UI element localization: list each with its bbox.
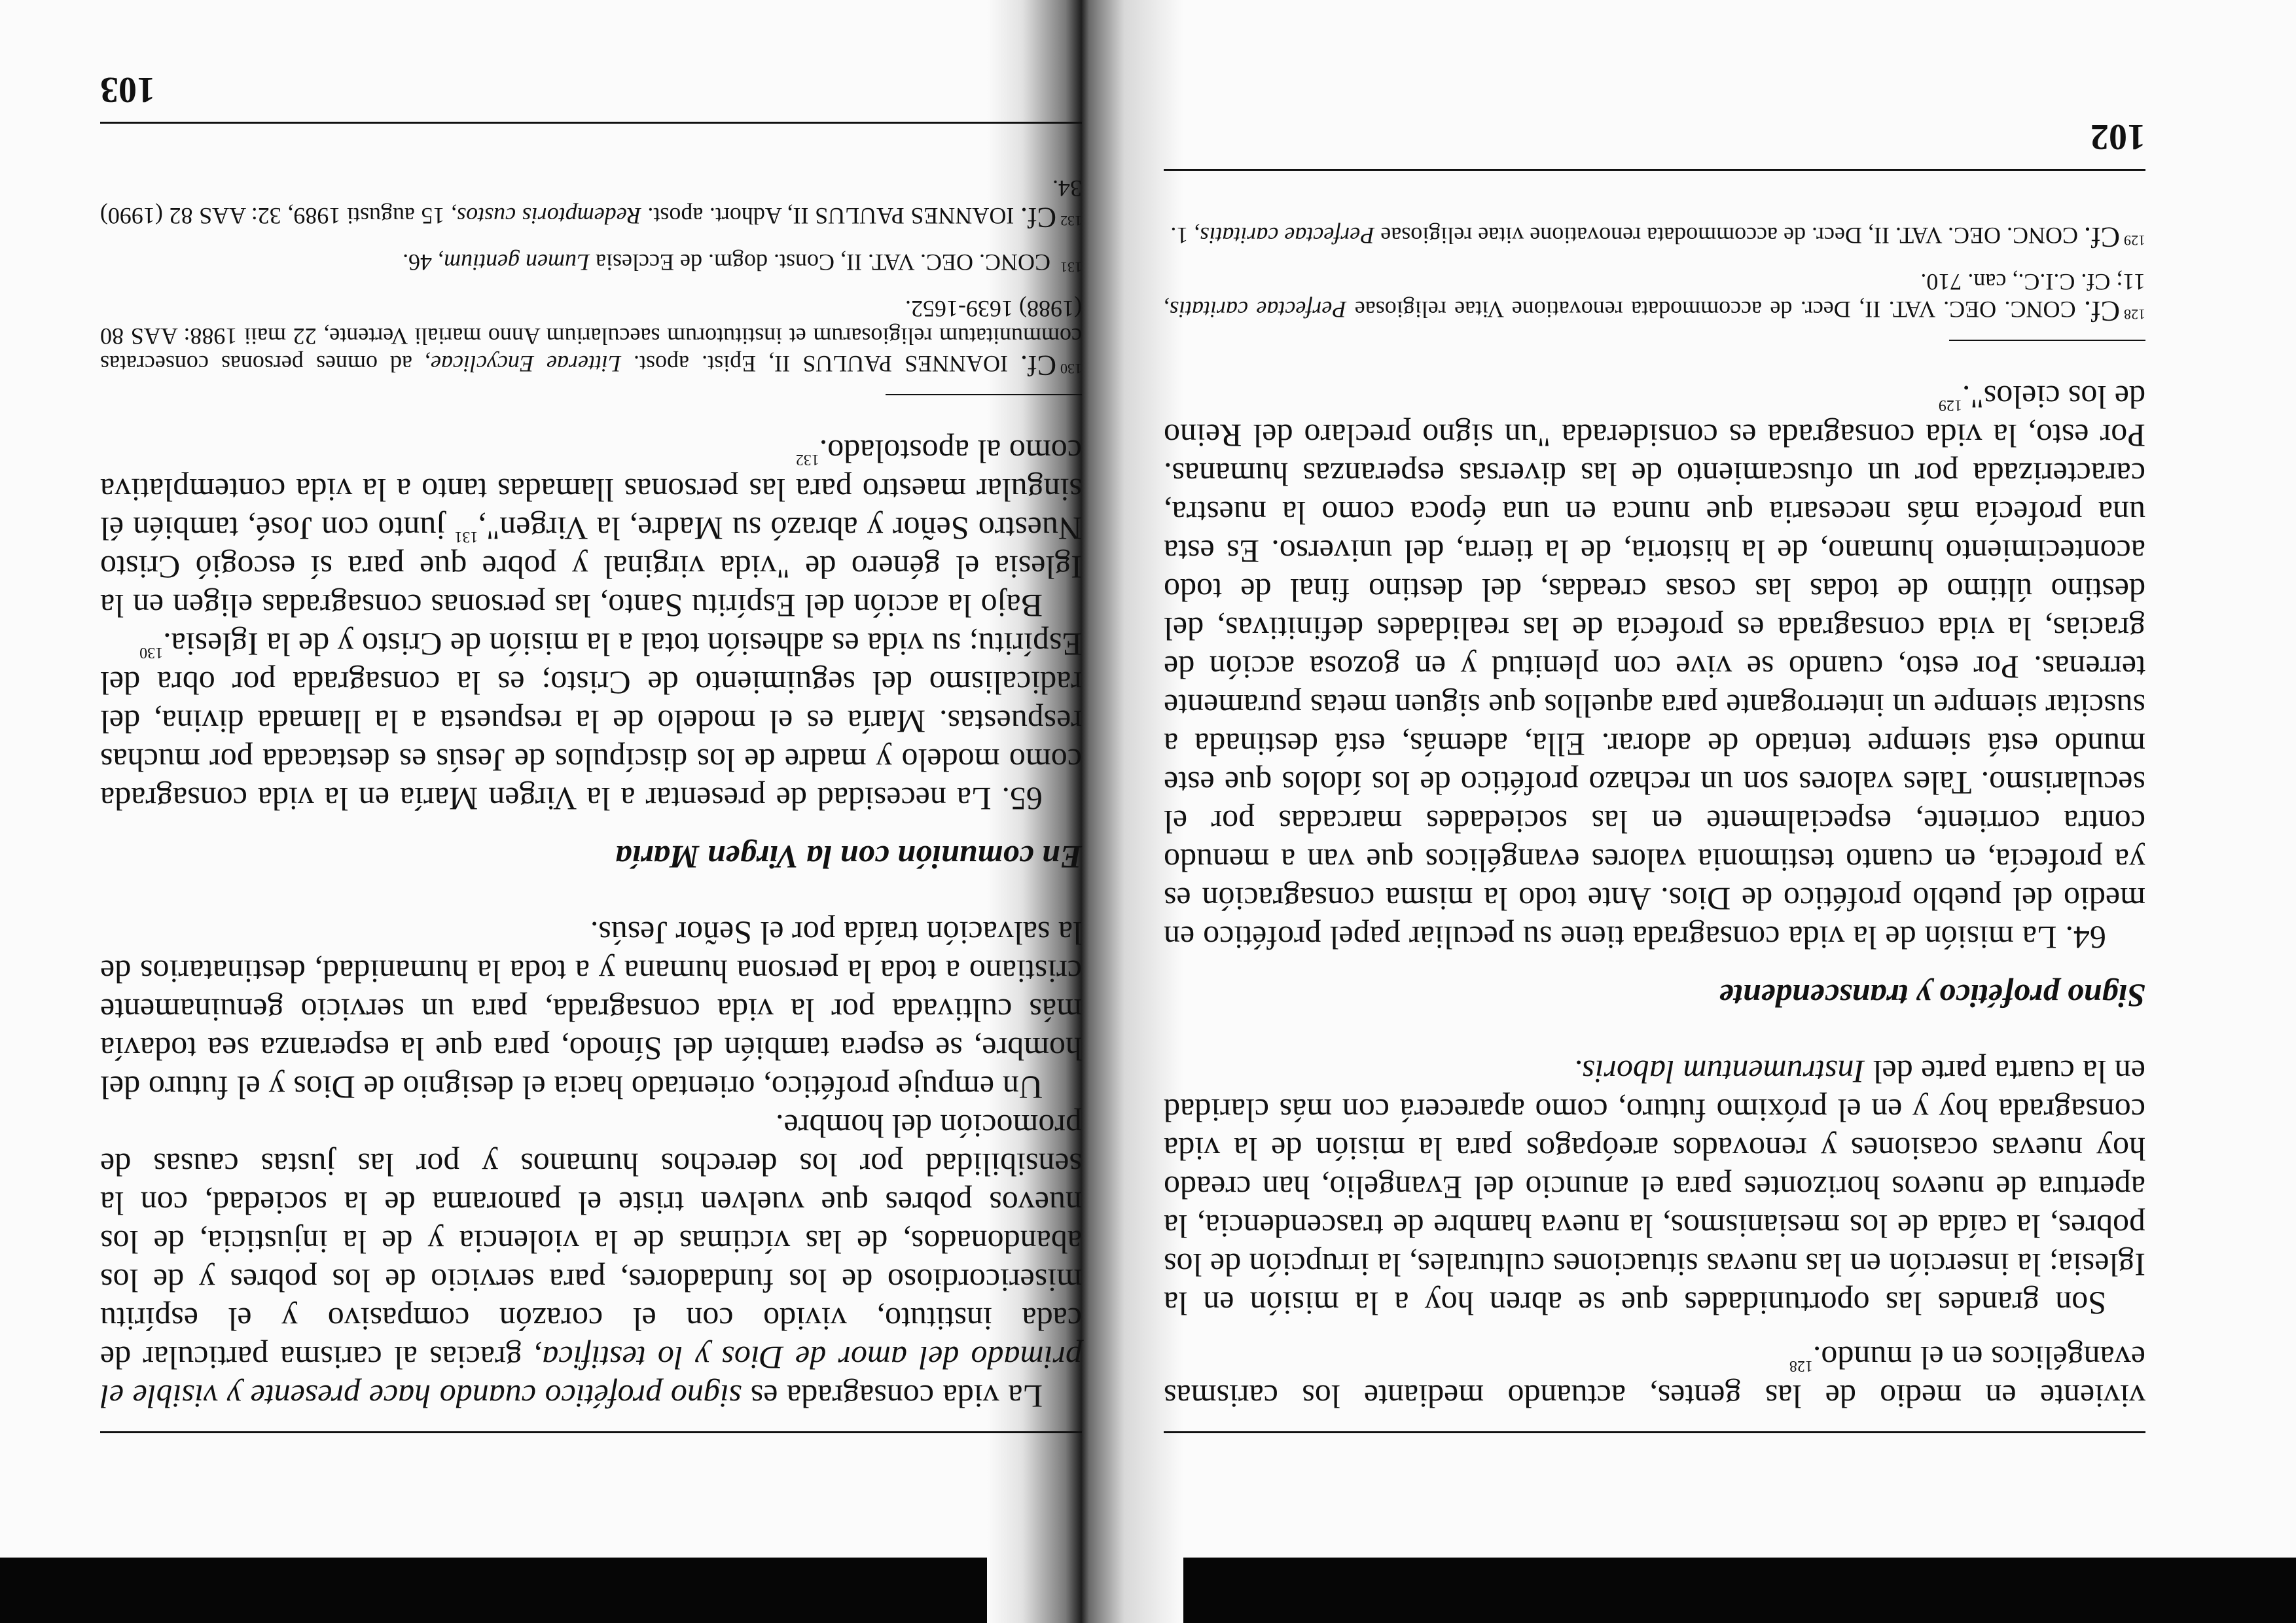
page-102 (1164, 114, 2145, 1433)
page-number: 103 (100, 69, 155, 110)
footer-rule (1164, 169, 2145, 171)
paragraph-64-text: 64. La misión de la vida consagrada tiene su peculiar papel profético en medio del pueblo profético de Dios. Ante todo la misma consagración es ya profecía, en cuanto testimonia valores evangélicos que van a menudo contra corriente, especialmente en las sociedades marcadas por el secularismo. Tales valores son un rechazo profético de los ídolos que este mundo está siempre tentado de adorar. Ella, además, está destinada a suscitar siempre un interrogante para aquellos que siguen metas puramente terrenas. Por esto, cuando se vive con plenitud y en gozosa acción de gracias, la vida consagrada es profecía de las realidades definitivas, del destino último de todas las cosas creadas, del destino final de todo acontecimiento humano, de la historia, de la tierra, del universo. Es esta una profecía más necesaria que nunca en una época como la nuestra, caracterizada por un ofuscamiento de las diversas esperanzas humanas. Por esto, la vida consagrada es considerada "un signo preclaro del Reino de los cielos". (1164, 379, 2145, 956)
footnote-129 (1164, 222, 2145, 254)
footnote-italic: Perfectae caritatis, (1164, 296, 1347, 323)
footnote-italic: Redemptoris custos, (451, 203, 641, 229)
prophetic-sign-paragraph (100, 1107, 1082, 1416)
footnote-number: 130 (1060, 361, 1082, 377)
synod-paragraph (100, 914, 1082, 1107)
footnote-ref-131: 131 (454, 528, 478, 545)
continuation-paragraph (1164, 1338, 2145, 1416)
intro-text-b: gracias al carisma particular de cada instituto, vivido con el corazón compasivo y el espíritu misericordioso de los fundadores, para servicio de los pobres y de los abandonados, de las víctimas de la violencia y de la injusticia, de los nuevos pobres que vuelven triste el panorama de la sociedad, con la sensibilidad por los derechos humanos y por las justas causas de promoción del hombre. (99, 1108, 1082, 1376)
footnote-text: IOANNES PAULUS II, Adhort. apost. (647, 203, 1014, 229)
footnote-ref-128: 128 (1789, 1357, 1813, 1374)
footnote-number: 132 (1060, 213, 1082, 229)
section-heading: En comunión con la Virgen María (615, 839, 1082, 876)
intro-italic: signo profético cuando hace presente y visible el primado del amor de Dios y lo testifica, (99, 1340, 1082, 1415)
continuation-text: viviente en medio de las gentes, actuando mediante los carismas evangélicos en el mundo. (1164, 1340, 2145, 1415)
top-rule (1164, 1431, 2145, 1433)
footnote-132 (100, 175, 1082, 234)
footnote-number: 129 (2124, 232, 2145, 249)
footnote-tail: 1. (1170, 223, 1189, 249)
spirit-text-a: Bajo la acción del Espíritu Santo, las personas consagradas eligen en la Iglesia el género de "vida virginal y pobre que para sí escogió Cristo Nuestro Señor y abrazó su Madre, la Virgen", (100, 510, 1082, 624)
footnote-ref-132: 132 (795, 451, 819, 468)
section-heading: Signo profético y transcendente (1719, 978, 2145, 1014)
footnote-italic: Perfectae caritatis, (1194, 223, 1375, 249)
spirit-text-b: junto con José, también él singular maestro para las personas llamadas tanto a la vida contemplativa como al apostolado. (100, 433, 1082, 547)
page-103 (100, 67, 1082, 1433)
paragraph-65-text: 65. La necesidad de presentar a la Virgen María en la vida consagrada como modelo y madre de los discípulos de Jesús es destacada por muchas respuestas. María es el modelo de la respuesta a la llamada divina, del radicalismo del seguimiento de Cristo; es la consagrada por obra del Espíritu; su vida es adhesión total a la misión de Cristo y de la Iglesia. (100, 626, 1082, 817)
top-rule (100, 1431, 1082, 1433)
footnote-ref-130: 130 (139, 644, 164, 661)
footnote-tail: 46. (403, 249, 433, 276)
paragraph-65 (100, 625, 1082, 818)
footnote-lead: Cf. (1020, 349, 1056, 382)
footnote-131 (100, 249, 1082, 281)
footnote-lead: Cf. (2084, 221, 2120, 253)
opportunities-text: Son grandes las oportunidades que se abren hoy a la misión en la Iglesia; la inserción en las nuevas situaciones culturales, la irrupción de los pobres, la caída de los mesianismos, la nueva hambre de trascendencia, la apertura de nuevos horizontes para el anuncio del Evangelio, han creado hoy nuevas ocasiones y renovados areópagos para la misión de la vida consagrada hoy y en el próximo futuro, como aparecerá con más claridad en la cuarta parte del (1164, 1054, 2145, 1322)
footnote-rule (1949, 340, 2145, 341)
page-number: 102 (2090, 116, 2145, 157)
paragraph-64 (1164, 378, 2145, 957)
footnote-tail: ad omnes personas consecratas communitatum religiosarum et institutorum saecularium Anno mariali Vertente, 22 maii 1988: AAS 80 (1988) 1639-1652. (99, 296, 1082, 377)
footnote-text: CONC. OEC. VAT. II, Decr. de accommodata renovatione Vitae religiosae (1354, 296, 2076, 323)
footnote-130 (100, 295, 1082, 382)
intro-text-a: La vida consagrada es (750, 1378, 1043, 1415)
opportunities-italic: Instrumentum laboris. (1573, 1054, 1865, 1090)
footnote-italic: Litterae Encyclicae, (425, 351, 621, 377)
footnote-lead: Cf. (2084, 295, 2120, 327)
holy-spirit-paragraph (100, 432, 1082, 625)
footer-rule (100, 122, 1082, 124)
footnote-tail: 15 augusti 1989, 32: AAS 82 (1990) 34. (99, 175, 1082, 229)
footnote-number: 128 (2124, 306, 2145, 323)
footnote-tail: 11; Cf. C.I.C., can. 710. (1920, 269, 2145, 295)
footnote-lead: Cf. (1020, 202, 1056, 234)
synod-text: Un empuje profético, orientado hacia el designio de Dios y el futuro del hombre, se espera también del Sínodo, para que la esperanza sea todavía más cultivada por la vida consagrada, para un servicio genuinamente cristiano a toda la persona humana y a toda la humanidad, destinatarios de la salvación traída por el Señor Jesús. (100, 915, 1082, 1106)
footnote-text: CONC. OEC. VAT. II, Decr. de accommodata renovatione vitae religiosae (1380, 223, 2078, 249)
footnote-text: IOANNES PAULUS II, Epist. apost. (634, 351, 1008, 377)
opportunities-paragraph (1164, 1052, 2145, 1323)
footnote-128 (1164, 268, 2145, 328)
footnote-number: 131 (1060, 259, 1082, 276)
footnote-rule (886, 394, 1082, 395)
footnote-ref-129: 129 (1938, 397, 1962, 414)
footnote-text: CONC. OEC. VAT. II, Const. dogm. de Ecclesia (596, 249, 1050, 276)
footnote-italic: Lumen gentium, (438, 249, 590, 276)
